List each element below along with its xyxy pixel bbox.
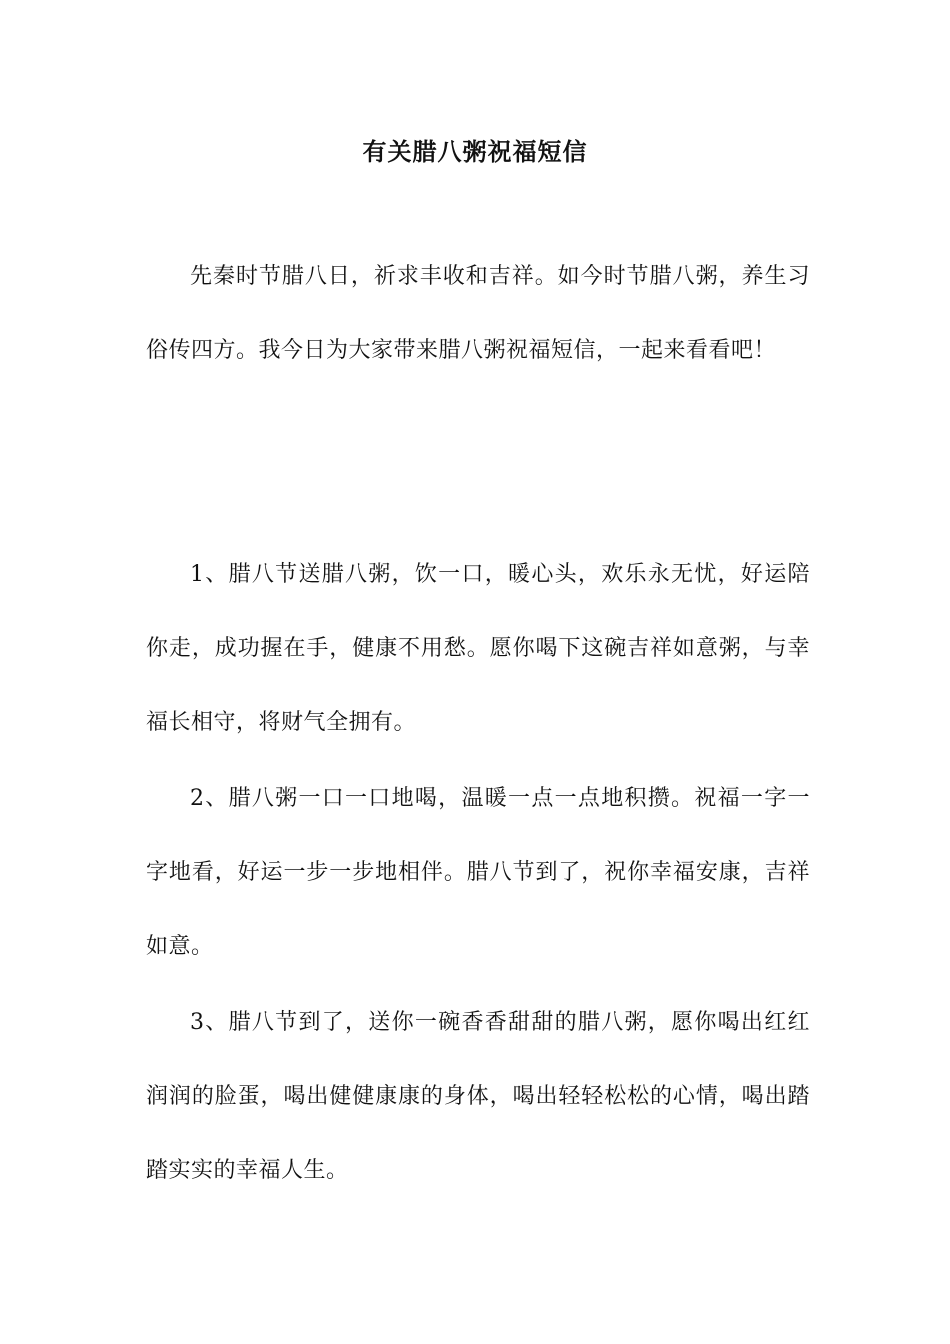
blessing-paragraph-3: 3、腊八节到了，送你一碗香香甜甜的腊八粥，愿你喝出红红润润的脸蛋，喝出健健康康的身体，喝出轻轻松松的心情，喝出踏踏实实的幸福人生。 bbox=[146, 1010, 810, 1183]
blessing-paragraph-2: 2、腊八粥一口一口地喝，温暖一点一点地积攒。祝福一字一字地看，好运一步一步地相伴。腊八节到了，祝你幸福安康，吉祥如意。 bbox=[146, 786, 810, 959]
document-title: 有关腊八粥祝福短信 bbox=[362, 138, 588, 166]
intro-paragraph: 先秦时节腊八日，祈求丰收和吉祥。如今时节腊八粥，养生习俗传四方。我今日为大家带来腊八粥祝福短信，一起来看看吧！ bbox=[146, 264, 810, 363]
blessing-paragraph-1: 1、腊八节送腊八粥，饮一口，暖心头，欢乐永无忧，好运陪你走，成功握在手，健康不用愁。愿你喝下这碗吉祥如意粥，与幸福长相守，将财气全拥有。 bbox=[146, 562, 810, 735]
